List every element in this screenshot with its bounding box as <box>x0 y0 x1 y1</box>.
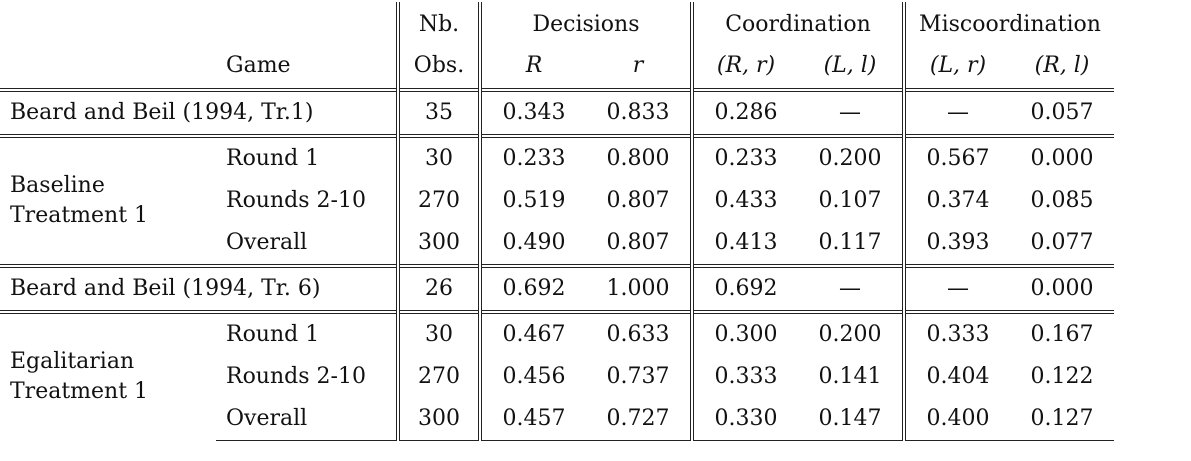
header-row-sub <box>0 43 1114 90</box>
value-cell: 0.122 <box>1030 364 1094 389</box>
value-cell: 0.077 <box>1010 222 1114 266</box>
value-cell: 0.456 <box>480 356 586 398</box>
row-label: Beard and Beil (1994, Tr. 6) <box>0 266 398 312</box>
value-cell: 0.117 <box>798 222 904 266</box>
value-cell: — <box>904 266 1010 312</box>
value-cell: 0.085 <box>1030 188 1094 213</box>
value-cell: 0.393 <box>904 222 1010 266</box>
round-label: Rounds 2-10 <box>226 364 366 389</box>
value-cell: 0.433 <box>692 180 798 222</box>
value-cell: 0.200 <box>798 136 904 180</box>
value-cell: 0.800 <box>586 136 692 180</box>
obs-cell: 270 <box>398 180 480 222</box>
value-cell: 0.457 <box>480 398 586 441</box>
row-label: Beard and Beil (1994, Tr.1) <box>0 90 398 136</box>
table-row-bb1 <box>0 90 1114 136</box>
subcol-header: r <box>586 43 692 90</box>
obs-cell: 300 <box>398 398 480 441</box>
decisions-header: Decisions <box>480 2 692 43</box>
value-cell: 0.727 <box>586 398 692 441</box>
obs-cell: 26 <box>398 266 480 312</box>
group-label-egalitarian: Egalitarian Treatment 1 <box>0 312 216 441</box>
value-cell: 0.330 <box>692 398 798 441</box>
value-cell: 0.692 <box>692 266 798 312</box>
value-cell: 0.737 <box>606 364 670 389</box>
obs-cell: 30 <box>398 312 480 356</box>
value-cell: 0.374 <box>904 180 1010 222</box>
game-header: Game <box>216 43 398 90</box>
value-cell: 0.333 <box>692 356 798 398</box>
value-cell: — <box>798 266 904 312</box>
value-cell: 0.692 <box>480 266 586 312</box>
value-cell: 0.200 <box>798 312 904 356</box>
round-label: Round 1 <box>216 136 398 180</box>
value-cell: 0.000 <box>1010 266 1114 312</box>
table-row-egalitarian-1 <box>0 312 1114 356</box>
value-cell: 0.833 <box>586 90 692 136</box>
value-cell: 0.343 <box>480 90 586 136</box>
value-cell: 0.807 <box>586 222 692 266</box>
obs-cell: 35 <box>398 90 480 136</box>
value-cell: 0.490 <box>480 222 586 266</box>
coordination-header: Coordination <box>692 2 904 43</box>
value-cell: — <box>904 90 1010 136</box>
value-cell: — <box>798 90 904 136</box>
value-cell: 0.233 <box>692 136 798 180</box>
value-cell: 0.141 <box>818 364 882 389</box>
value-cell: 0.333 <box>904 312 1010 356</box>
obs-header-top: Nb. <box>398 2 480 43</box>
value-cell: 0.127 <box>1010 398 1114 441</box>
subcol-header: (R, r) <box>692 43 798 90</box>
value-cell: 0.519 <box>480 180 586 222</box>
obs-cell: 270 <box>398 356 480 398</box>
miscoordination-header: Miscoordination <box>904 2 1114 43</box>
round-label: Overall <box>216 398 398 441</box>
value-cell: 0.000 <box>1010 136 1114 180</box>
value-cell: 0.286 <box>692 90 798 136</box>
results-table <box>0 2 1114 441</box>
value-cell: 0.467 <box>480 312 586 356</box>
round-label: Round 1 <box>216 312 398 356</box>
obs-header-bottom: Obs. <box>398 43 480 90</box>
round-label: Overall <box>216 222 398 266</box>
obs-cell: 30 <box>398 136 480 180</box>
value-cell: 0.167 <box>1010 312 1114 356</box>
value-cell: 0.400 <box>904 398 1010 441</box>
header-row-top <box>0 2 1114 43</box>
obs-cell: 300 <box>398 222 480 266</box>
subcol-header: (L, l) <box>798 43 904 90</box>
subcol-header: (L, r) <box>904 43 1010 90</box>
value-cell: 0.633 <box>586 312 692 356</box>
round-label: Rounds 2-10 <box>226 188 366 213</box>
value-cell: 0.413 <box>692 222 798 266</box>
value-cell: 0.107 <box>818 188 882 213</box>
value-cell: 0.233 <box>480 136 586 180</box>
value-cell: 0.404 <box>904 356 1010 398</box>
table-row-bb6 <box>0 266 1114 312</box>
group-label-baseline: Baseline Treatment 1 <box>0 136 216 266</box>
table-row-baseline-1 <box>0 136 1114 180</box>
value-cell: 0.147 <box>798 398 904 441</box>
subcol-header: (R, l) <box>1010 43 1114 90</box>
value-cell: 1.000 <box>586 266 692 312</box>
value-cell: 0.057 <box>1010 90 1114 136</box>
value-cell: 0.807 <box>606 188 670 213</box>
value-cell: 0.300 <box>692 312 798 356</box>
subcol-header: R <box>480 43 586 90</box>
value-cell: 0.567 <box>904 136 1010 180</box>
